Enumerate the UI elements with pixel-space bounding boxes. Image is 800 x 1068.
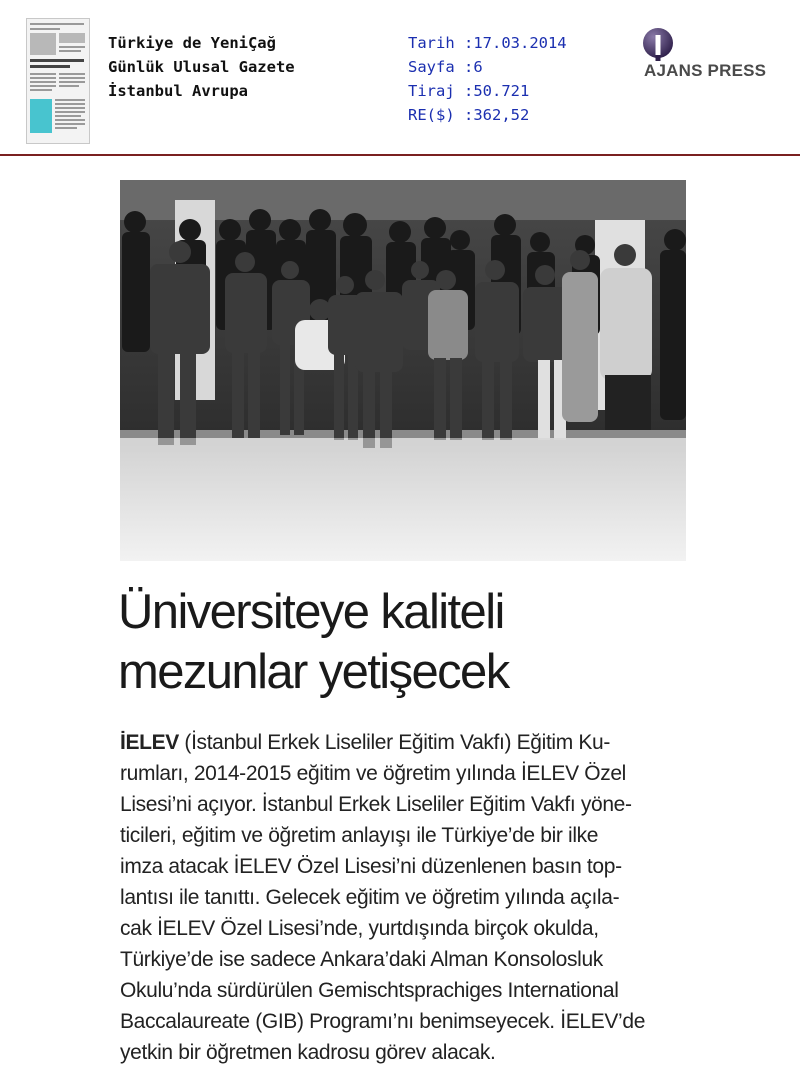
body-line: [120, 727, 690, 758]
meta-page: Sayfa :6: [408, 58, 483, 76]
publication-info: [108, 31, 295, 103]
publication-name: Türkiye de YeniÇağ: [108, 34, 276, 52]
page-thumbnail: [26, 18, 90, 144]
headline-line-1: Üniversiteye kaliteli: [118, 585, 504, 639]
body-line: lantısı ile tanıttı. Gelecek eğitim ve öğretim yılında açıla-: [120, 886, 620, 909]
group-photo-image: [120, 180, 686, 561]
header-divider: [0, 154, 800, 156]
meta-date: Tarih :17.03.2014: [408, 34, 567, 52]
article-body: [120, 727, 690, 1068]
body-line: Türkiye’de ise sadece Ankara’daki Alman Konsolosluk: [120, 948, 603, 971]
lead-word: İELEV: [120, 731, 179, 754]
body-line: Baccalaureate (GIB) Programı’nı benimseyecek. İELEV’de: [120, 1010, 646, 1033]
ajans-press-logo-icon: [640, 26, 676, 62]
body-line: Lisesi’ni açıyor. İstanbul Erkek Liseliler Eğitim Vakfı yöne-: [120, 793, 632, 816]
publication-region: İstanbul Avrupa: [108, 82, 248, 100]
body-line: yetkin bir öğretmen kadrosu görev alacak.: [120, 1041, 496, 1064]
body-line: ticileri, eğitim ve öğretim anlayışı ile Türkiye’de bir ilke: [120, 824, 599, 847]
body-line: cak İELEV Özel Lisesi’nde, yurtdışında birçok okulda,: [120, 917, 599, 940]
body-line: imza atacak İELEV Özel Lisesi’ni düzenlenen basın top-: [120, 855, 622, 878]
headline-line-2: mezunlar yetişecek: [118, 645, 509, 699]
body-line-1-text: (İstanbul Erkek Liseliler Eğitim Vakfı) Eğitim Ku-: [178, 731, 611, 754]
article-headline: [118, 582, 718, 702]
article-photo: [120, 180, 686, 561]
logo-text: AJANS PRESS: [644, 61, 767, 80]
meta-circulation: Tiraj :50.721: [408, 82, 530, 100]
body-line: rumları, 2014-2015 eğitim ve öğretim yılında İELEV Özel: [120, 762, 626, 785]
clipping-header: [0, 0, 800, 155]
meta-ad-value: RE($) :362,52: [408, 106, 530, 124]
clipping-meta: [408, 31, 567, 127]
ajans-press-logo: [636, 26, 781, 84]
publication-frequency: Günlük Ulusal Gazete: [108, 58, 295, 76]
body-line: Okulu’nda sürdürülen Gemischtsprachiges International: [120, 979, 619, 1002]
